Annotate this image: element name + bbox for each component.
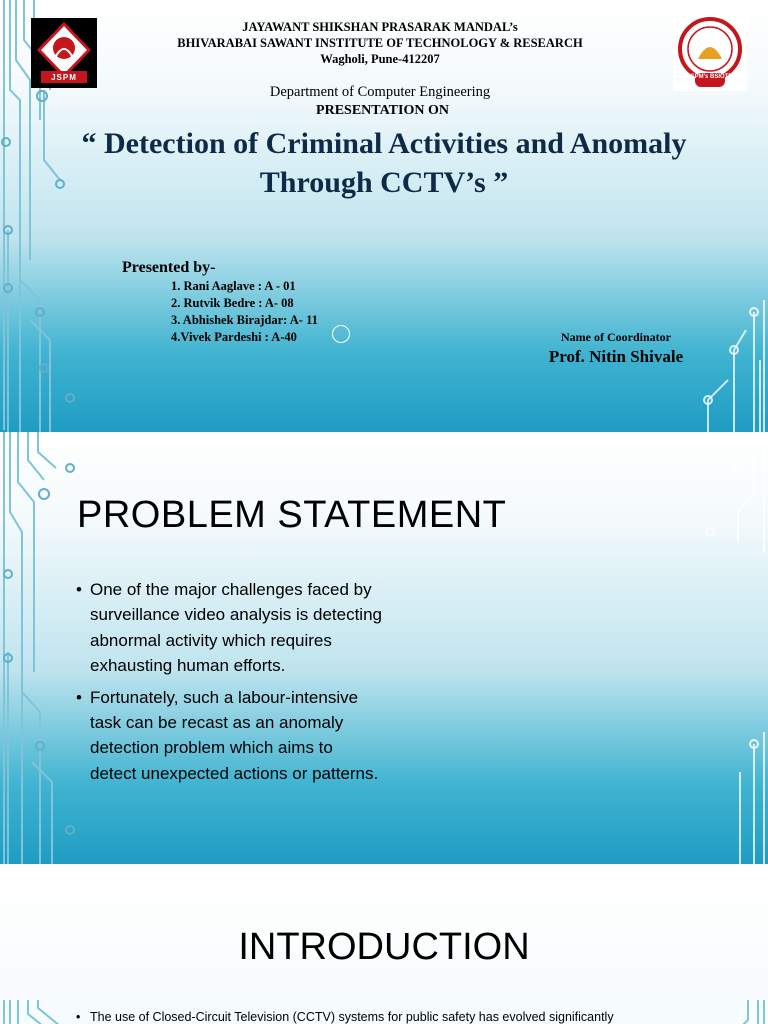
header-line-1: JAYAWANT SHIKSHAN PRASARAK MANDAL’s — [242, 20, 518, 34]
coordinator-block — [530, 330, 702, 367]
jspm-logo-text: JSPM — [51, 73, 77, 82]
title-line-1: “ Detection of Criminal Activities and Anomaly — [81, 127, 687, 160]
member-list — [171, 278, 318, 346]
bullet-item: • Fortunately, such a labour-intensive task can be recast as an anomaly detection problem which aims to detect unexpected actions or patterns. — [76, 685, 476, 787]
cursor-ring — [332, 325, 350, 343]
bullet-list — [76, 577, 476, 786]
title-line-2: Through CCTV’s ” — [259, 166, 509, 199]
slide-heading: PROBLEM STATEMENT — [77, 494, 507, 536]
bullet-item: • One of the major challenges faced by surveillance video analysis is detecting abnormal activity which requires exhausting human efforts. — [76, 577, 476, 679]
department-name: Department of Computer Engineering — [269, 84, 491, 100]
header-line-3: Wagholi, Pune-412207 — [320, 52, 440, 66]
bsiotr-logo-right — [673, 15, 747, 91]
slide-heading: INTRODUCTION — [238, 926, 530, 968]
bullet-list — [76, 1009, 746, 1024]
presented-by-label: Presented by- — [122, 259, 216, 276]
circuit-decoration-left — [0, 432, 80, 864]
problem-statement-slide — [0, 432, 768, 864]
header-line-2: BHIVARABAI SAWANT INSTITUTE OF TECHNOLOGY & RESEARCH — [177, 36, 583, 50]
member-item: 1. Rani Aaglave : A - 01 — [171, 279, 296, 293]
presentation-on-label: PRESENTATION ON — [316, 103, 449, 118]
member-item: 4.Vivek Pardeshi : A-40 — [171, 330, 297, 344]
coordinator-label: Name of Coordinator — [561, 330, 671, 344]
member-item: 3. Abhishek Birajdar: A- 11 — [171, 313, 318, 327]
introduction-slide — [0, 864, 768, 1024]
coordinator-name: Prof. Nitin Shivale — [548, 347, 684, 366]
title-slide — [0, 0, 768, 432]
member-item: 2. Rutvik Bedre : A- 08 — [171, 296, 294, 310]
bsiotr-logo-text: JSPM's BSIOTR — [687, 74, 733, 80]
jspm-logo-left — [31, 18, 97, 88]
institute-header — [100, 19, 660, 67]
presentation-title — [30, 124, 738, 202]
bullet-item: • The use of Closed-Circuit Television (CCTV) systems for public safety has evolved significantly — [76, 1009, 746, 1024]
circuit-decoration-right — [688, 432, 768, 864]
